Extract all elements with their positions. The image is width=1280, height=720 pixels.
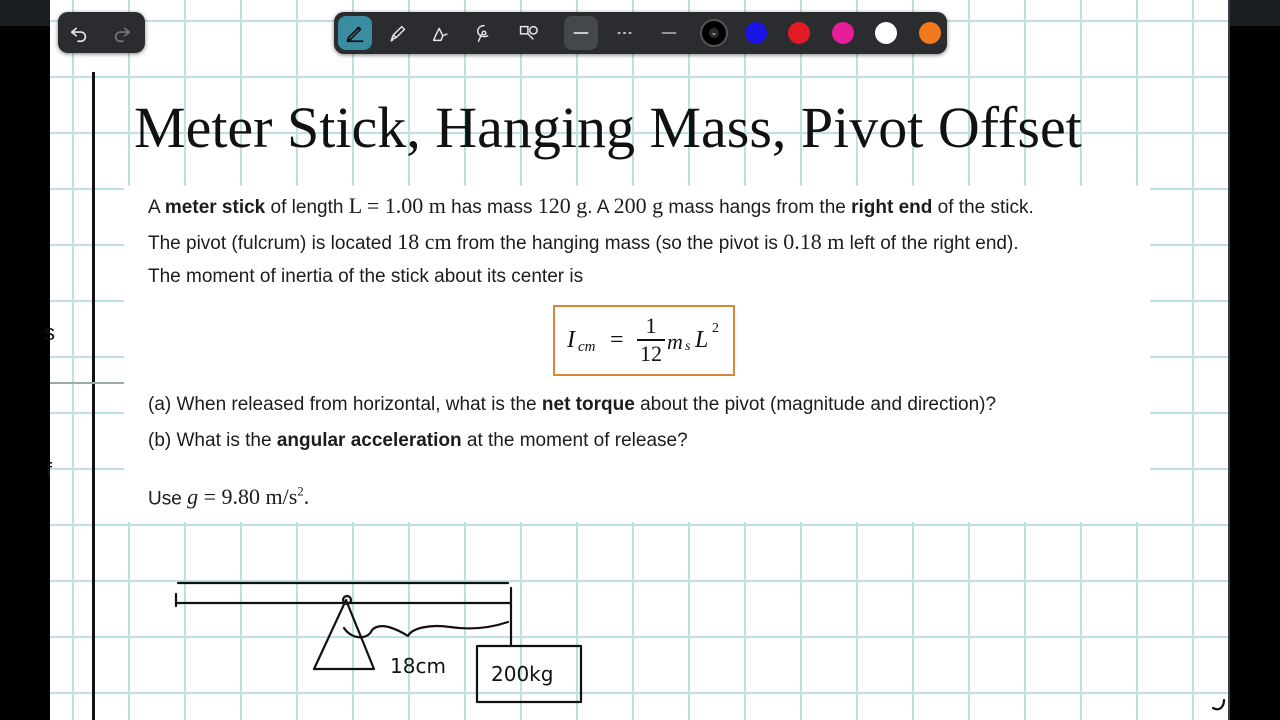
lasso-icon (473, 22, 495, 44)
redo-button[interactable] (105, 16, 139, 50)
drawing-toolbar (334, 12, 947, 54)
margin-line (92, 72, 95, 720)
lasso-tool-button[interactable] (467, 16, 501, 50)
chevron-down-icon: ⌄ (710, 28, 718, 37)
fraction: 1 12 (637, 313, 665, 367)
page-title: Meter Stick, Hanging Mass, Pivot Offset (134, 95, 1082, 160)
redo-icon (111, 22, 133, 44)
distance-label: 18cm (390, 654, 446, 678)
inertia-formula-box: I cm = 1 12 m s L 2 (553, 305, 735, 376)
question-b: (b) What is the angular acceleration at the moment of release? (148, 430, 688, 451)
problem-line-2: The pivot (fulcrum) is located 18 cm from the hanging mass (so the pivot is 0.18 m left of the right end). (148, 229, 1019, 254)
pen-icon (344, 22, 366, 44)
pencil-tool-button[interactable] (381, 16, 415, 50)
pencil-icon (387, 22, 409, 44)
highlighter-tool-button[interactable] (424, 16, 458, 50)
color-swatch-black[interactable] (700, 19, 728, 47)
problem-line-3: The moment of inertia of the stick about its center is (148, 266, 584, 287)
mass-label: 200kg (491, 662, 554, 686)
color-swatch-white[interactable] (875, 22, 897, 44)
shapes-icon (516, 22, 538, 44)
page-edge (1228, 0, 1230, 720)
cutoff-text-f: f (46, 458, 53, 483)
color-swatch-blue[interactable] (745, 22, 767, 44)
pen-tool-button[interactable] (338, 16, 372, 50)
problem-line-1: A meter stick of length L = 1.00 m has mass 120 g. A 200 g mass hangs from the right end of the stick. (148, 193, 1034, 218)
color-swatch-red[interactable] (788, 22, 810, 44)
history-controls (58, 12, 145, 53)
thin-stroke-icon (658, 22, 680, 44)
question-a: (a) When released from horizontal, what is the net torque about the pivot (magnitude and direction)? (148, 394, 997, 415)
color-swatch-orange[interactable] (919, 22, 941, 44)
solid-stroke-button[interactable] (564, 16, 598, 50)
solid-stroke-icon (570, 22, 592, 44)
dashed-stroke-icon (614, 22, 636, 44)
thin-stroke-button[interactable] (652, 16, 686, 50)
undo-button[interactable] (62, 16, 96, 50)
undo-icon (68, 22, 90, 44)
highlighter-icon (430, 22, 452, 44)
section-divider (50, 382, 124, 384)
color-swatch-pink[interactable] (832, 22, 854, 44)
cutoff-text-s: s (44, 320, 55, 345)
gravity-note: Use g = 9.80 $m/s^2$. (148, 484, 310, 510)
shapes-tool-button[interactable] (510, 16, 544, 50)
dashed-stroke-button[interactable] (608, 16, 642, 50)
